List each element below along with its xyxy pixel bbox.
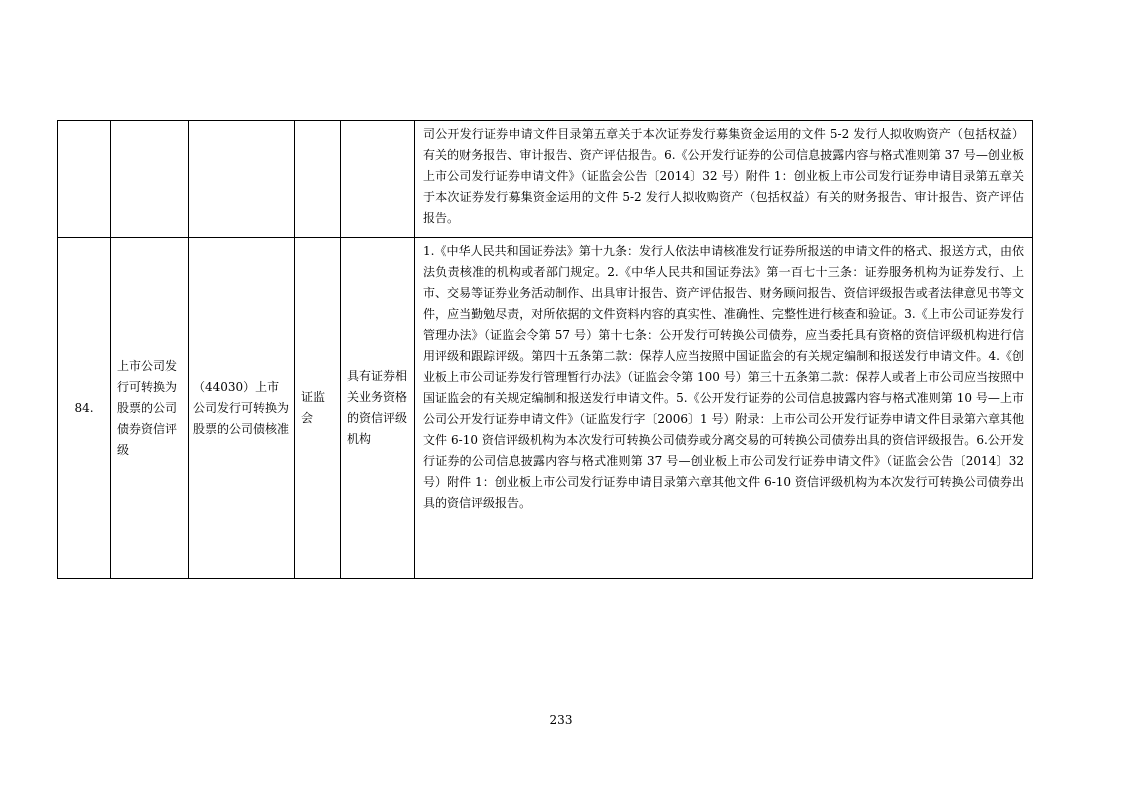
legal-basis-text: 司公开发行证券申请文件目录第五章关于本次证券发行募集资金运用的文件 5-2 发行人拟收购资产（包括权益）有关的财务报告、审计报告、资产评估报告。6.《公开发行证券的公司信息披露内容与格式准则第 37 号—创业板上市公司发行证券申请文件》（证监会公告〔2014〕32 号）附件 1：创业板上市公司发行证券申请目录第五章关于本次证券发行募集资金运用的文件 5-2 发行人拟收购资产（包括权益）有关的财务报告、审计报告、资产评估报告。: [423, 127, 1024, 225]
page-number: 233: [549, 713, 573, 727]
provider-qualification: [341, 121, 415, 238]
legal-basis-cell: [415, 121, 1033, 238]
legal-basis-cell: [415, 238, 1033, 579]
service-item: [111, 121, 189, 238]
provider-qualification: 具有证券相关业务资格的资信评级机构: [341, 238, 415, 579]
service-item: 上市公司发行可转换为股票的公司债券资信评级: [111, 238, 189, 579]
approval-item: （44030）上市公司发行可转换为股票的公司债核准: [189, 238, 295, 579]
row-number: 84.: [58, 238, 111, 579]
approving-authority: [295, 121, 341, 238]
table-row: [58, 121, 1033, 238]
catalog-table: [57, 120, 1033, 579]
row-number: [58, 121, 111, 238]
table-row: [58, 238, 1033, 579]
approving-authority: 证监会: [295, 238, 341, 579]
approval-item: [189, 121, 295, 238]
legal-basis-text: 1.《中华人民共和国证券法》第十九条：发行人依法申请核准发行证券所报送的申请文件的格式、报送方式，由依法负责核准的机构或者部门规定。2.《中华人民共和国证券法》第一百七十三条：证券服务机构为证券发行、上市、交易等证券业务活动制作、出具审计报告、资产评估报告、财务顾问报告、资信评级报告或者法律意见书等文件，应当勤勉尽责，对所依据的文件资料内容的真实性、准确性、完整性进行核查和验证。3.《上市公司证券发行管理办法》（证监会令第 57 号）第十七条：公开发行可转换公司债券，应当委托具有资格的资信评级机构进行信用评级和跟踪评级。第四十五条第二款：保荐人应当按照中国证监会的有关规定编制和报送发行申请文件。4.《创业板上市公司证券发行管理暂行办法》（证监会令第 100 号）第三十五条第二款：保荐人或者上市公司应当按照中国证监会的有关规定编制和报送发行申请文件。5.《公开发行证券的公司信息披露内容与格式准则第 10 号—上市公司公开发行证券申请文件》（证监发行字〔2006〕1 号）附录：上市公司公开发行证券申请文件目录第六章其他文件 6-10 资信评级机构为本次发行可转换公司债券或分离交易的可转换公司债券出具的资信评级报告。6.公开发行证券的公司信息披露内容与格式准则第 37 号—创业板上市公司发行证券申请文件》（证监会公告〔2014〕32 号）附件 1：创业板上市公司发行证券申请目录第六章其他文件 6-10 资信评级机构为本次发行可转换公司债券出具的资信评级报告。: [423, 244, 1024, 510]
